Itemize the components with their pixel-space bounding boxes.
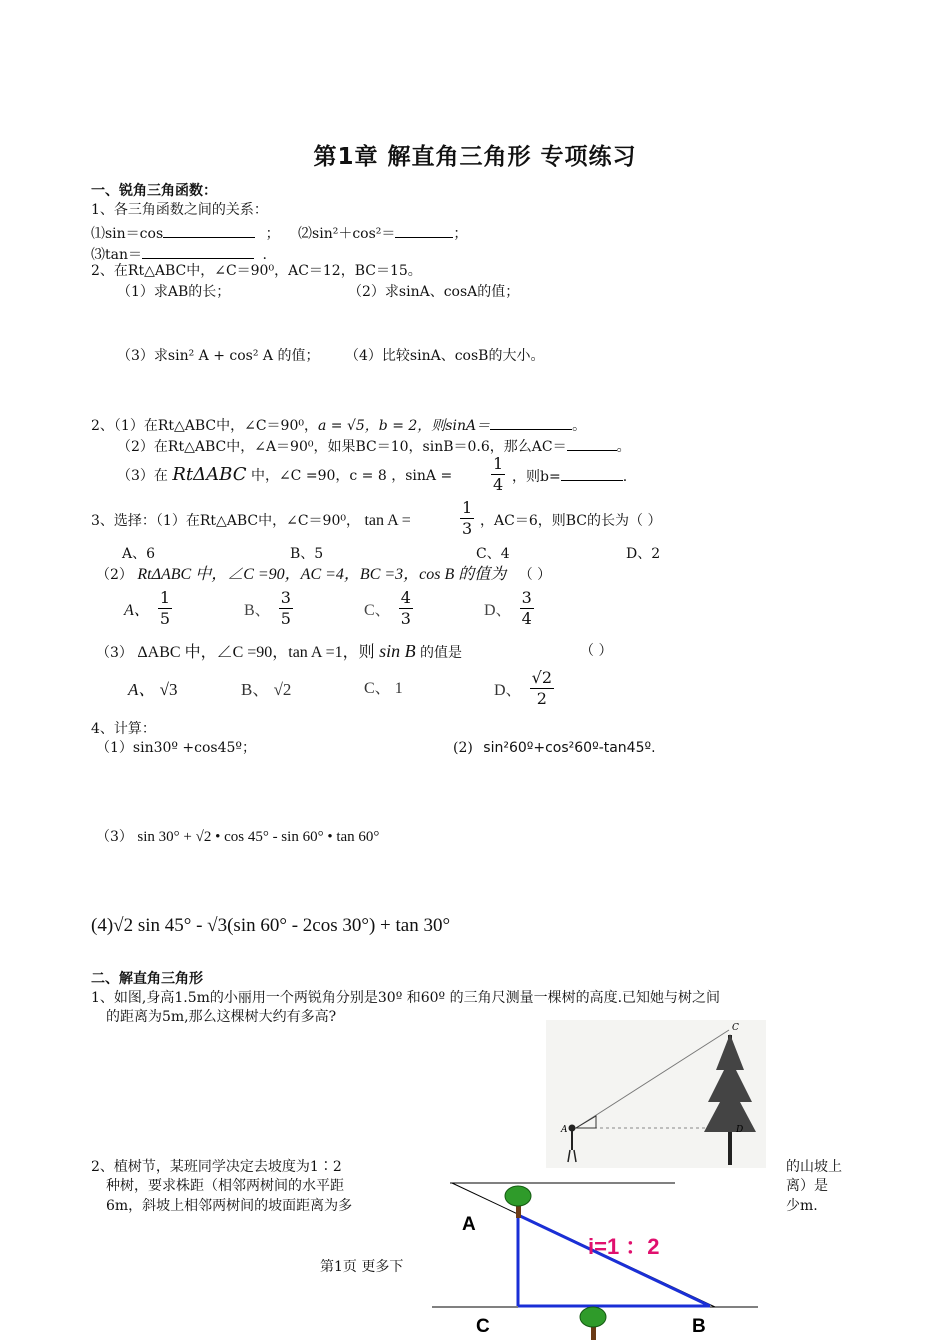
fraction-num: 3 <box>280 588 291 607</box>
option-label: B、 <box>241 680 270 699</box>
q1-line1 <box>91 223 467 243</box>
choice-3a[interactable] <box>128 681 177 699</box>
s2-q2-right3: 少m. <box>786 1198 818 1214</box>
answer-blank[interactable] <box>163 223 255 238</box>
choice-c[interactable]: C、4 <box>476 546 510 562</box>
choice-3c[interactable] <box>364 680 403 698</box>
tree-bottom-icon <box>580 1307 606 1327</box>
slope-figure <box>430 1170 770 1344</box>
fraction <box>491 454 505 495</box>
label-a: A <box>561 1125 568 1135</box>
fraction-den: 3 <box>400 609 411 628</box>
section1-heading: 一、锐角三角函数： <box>91 183 217 199</box>
q3-sub2-end: 。 <box>616 439 631 455</box>
q5-intro: 4、计算： <box>91 721 156 737</box>
answer-blank[interactable] <box>567 436 617 451</box>
fraction-num: 4 <box>400 588 411 607</box>
q5-sub3-text: sin 30° + √2 • cos 45° - sin 60° • tan 60° <box>137 829 380 845</box>
fraction-den: 5 <box>159 609 171 628</box>
hypotenuse <box>518 1215 710 1306</box>
q1-part1: ⑴sin＝cos <box>91 226 164 242</box>
q4-sub3-paren: （ ） <box>580 643 613 659</box>
s2-q2-right2: 离）是 <box>786 1178 828 1194</box>
fraction-num: 3 <box>521 588 532 607</box>
q3-sub2-text: （2）在Rt△ABC中，∠A＝90⁰，如果BC＝10，sinB＝0.6，那么AC＝ <box>117 439 567 455</box>
fraction-num: 1 <box>493 454 504 473</box>
girl-head <box>569 1125 576 1132</box>
q5-sub1: （1）sin30º +cos45º； <box>96 740 257 756</box>
q4-sub2-main: RtΔABC 中，∠C =90，AC =4，BC =3，cos B 的值为 <box>137 566 507 583</box>
label-c: C <box>476 1316 490 1337</box>
option-label: D、 <box>494 682 522 699</box>
label-a: A <box>462 1214 476 1235</box>
s2-q2-line2: 种树，要求株距（相邻两树间的水平距 <box>106 1178 344 1194</box>
q4-sub3-sin: sin B <box>379 641 416 661</box>
s2-q2-line1: 2、植树节，某班同学决定去坡度为1∶2 <box>91 1159 342 1175</box>
fraction <box>279 588 293 629</box>
q4-sub2-pre: （2） <box>96 567 133 583</box>
choice-b[interactable]: B、5 <box>290 546 324 562</box>
answer-blank[interactable] <box>142 244 254 259</box>
tree-top-icon <box>505 1186 531 1206</box>
q5-sub2-pre: (2) <box>453 740 473 756</box>
section2-heading: 二、解直角三角形 <box>91 971 203 987</box>
fraction-den: 4 <box>493 475 504 494</box>
q5-sub3 <box>96 828 379 846</box>
label-b: B <box>692 1316 706 1337</box>
q1-line2 <box>91 244 267 264</box>
choice-row-2d[interactable] <box>484 588 537 629</box>
fraction-den: 2 <box>536 689 547 708</box>
slope-ratio-label: i=1 ：2 <box>588 1234 660 1259</box>
fraction <box>399 588 413 629</box>
q4-intro-pre: 3、选择：（1）在Rt△ABC中，∠C＝90⁰， <box>91 513 360 529</box>
page-title: 第1章 解直角三角形 专项练习 <box>313 144 637 170</box>
choice-a[interactable]: A、6 <box>122 546 156 562</box>
q1-part3: ⑶tan＝ <box>91 247 142 263</box>
choice-3b[interactable] <box>241 681 291 699</box>
label-d: D <box>736 1125 744 1135</box>
q4-sub2-paren: （ ） <box>518 567 552 583</box>
fraction-den: 5 <box>280 609 291 628</box>
q4-intro-end: ，AC＝6，则BC的长为（ ） <box>480 513 662 529</box>
q4-tan: tan A = <box>364 512 411 529</box>
option-value: 1 <box>394 680 403 697</box>
q4-sub3-end: 的值是 <box>420 645 463 661</box>
q2-sub1: （1）求AB的长； <box>117 284 231 300</box>
choice-row-2c[interactable] <box>364 588 416 629</box>
q3-sub3-end: ，则b= <box>512 469 561 485</box>
q3-sub3-pre: （3）在 <box>117 468 168 484</box>
choice-d[interactable]: D、2 <box>626 546 661 562</box>
option-value: √2 <box>273 680 292 699</box>
q3-sub3 <box>117 466 452 485</box>
option-label: D、 <box>484 602 512 619</box>
choice-3d[interactable] <box>494 668 557 709</box>
option-label: A、 <box>124 602 150 619</box>
fraction-den: 4 <box>521 609 532 628</box>
option-label: A、 <box>128 680 156 699</box>
q3-sub1-mid: a = √5，b = 2，则sinA＝ <box>318 418 491 434</box>
q4-intro <box>91 512 411 530</box>
q4-sub3 <box>96 642 462 662</box>
label-c: C <box>732 1023 739 1033</box>
q1-intro: 1、各三角函数之间的关系： <box>91 202 268 218</box>
q5-sub4: (4)√2 sin 45° - √3(sin 60° - 2cos 30°) + tan 30° <box>91 915 451 936</box>
fraction <box>460 498 474 539</box>
option-label: C、 <box>364 680 391 697</box>
s2-q2-right1: 的山坡上 <box>786 1159 842 1175</box>
fraction <box>158 588 172 629</box>
option-label: B、 <box>244 602 271 619</box>
fraction-num: √2 <box>531 668 553 687</box>
q3-sub3-mid: 中，∠C =90，c = 8 ，sinA = <box>250 468 453 484</box>
answer-blank[interactable] <box>490 415 572 430</box>
q4-sub3-pre: （3） <box>96 645 133 661</box>
q1-sep: ； <box>265 226 280 242</box>
choice-row-2a[interactable] <box>124 588 175 629</box>
q2-sub2: （2）求sinA、cosA的值； <box>348 284 520 300</box>
q1-part3-end: . <box>262 247 267 263</box>
page-footer: 第1页 更多下 <box>320 1259 404 1275</box>
q1-part2-end: ； <box>453 226 468 242</box>
q4-sub2 <box>96 566 551 584</box>
option-label: C、 <box>364 602 391 619</box>
s2-q1-line2: 的距离为5m,那么这棵树大约有多高? <box>106 1009 337 1025</box>
q5-sub2 <box>453 739 656 757</box>
tree-measure-figure <box>546 1020 766 1168</box>
q5-sub2-text: sin²60º+cos²60º-tan45º. <box>483 740 656 756</box>
q2-intro: 2、在Rt△ABC中，∠C＝90⁰，AC＝12，BC＝15。 <box>91 263 422 279</box>
answer-blank[interactable] <box>561 466 623 481</box>
answer-blank[interactable] <box>395 223 453 238</box>
q5-sub3-pre: （3） <box>96 829 133 845</box>
choice-row-2b[interactable] <box>244 588 296 629</box>
q3-sub2 <box>117 436 631 456</box>
s2-q2-line3: 6m，斜坡上相邻两树间的坡面距离为多 <box>106 1198 353 1214</box>
q3-sub3-tri: RtΔABC <box>172 464 247 485</box>
fraction-num: 1 <box>159 588 171 607</box>
q3-sub3-dot: . <box>622 469 628 485</box>
q2-sub4: （4）比较sinA、cosB的大小。 <box>345 348 545 364</box>
q3-sub1-pre: 2、（1）在Rt△ABC中，∠C＝90⁰， <box>91 418 318 434</box>
fraction <box>520 588 534 629</box>
fraction-den: 3 <box>462 519 473 538</box>
q2-sub3: （3）求sin² A + cos² A 的值； <box>117 348 320 364</box>
q3-sub1 <box>91 415 586 435</box>
q3-sub3-tail <box>512 466 627 486</box>
option-value: √3 <box>159 680 178 699</box>
q1-part2: ⑵sin²＋cos²＝ <box>298 226 396 242</box>
fraction <box>530 668 554 709</box>
s2-q1-line1: 1、如图,身高1.5m的小丽用一个两锐角分别是30º 和60º 的三角尺测量一棵树的高度.已知她与树之间 <box>91 990 721 1006</box>
q4-sub3-main: ΔABC 中，∠C =90，tan A =1，则 <box>137 644 375 661</box>
q3-sub1-end: 。 <box>572 418 587 434</box>
fraction-num: 1 <box>462 498 473 517</box>
